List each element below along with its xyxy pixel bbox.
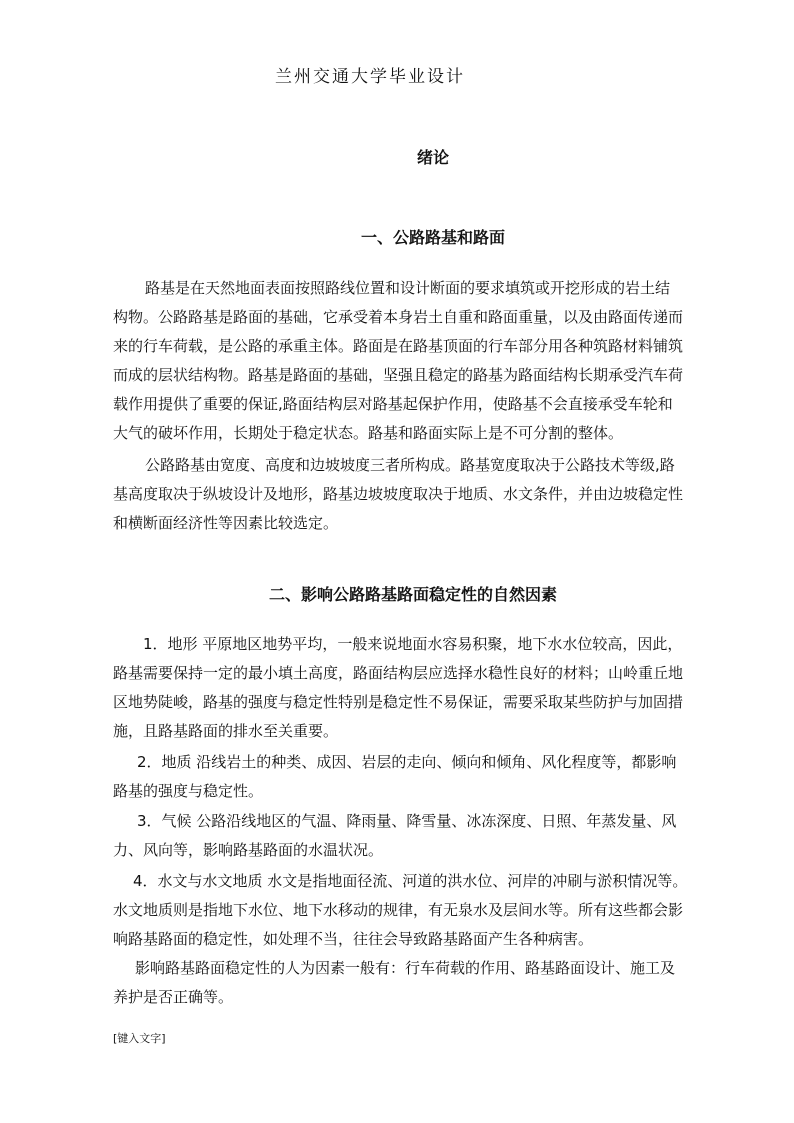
text-line: 而成的层状结构物。路基是路面的基础，坚强且稳定的路基为路面结构长期承受汽车荷 — [113, 366, 684, 384]
section-1-paragraph-2 — [113, 451, 743, 538]
factor-climate — [113, 807, 743, 865]
human-factors-paragraph — [113, 954, 743, 1012]
factor-hydrology — [113, 867, 743, 954]
text-line: 路基的强度与稳定性。 — [113, 782, 264, 800]
text-line: 路基需要保持一定的最小填土高度，路面结构层应选择水稳性良好的材料；山岭重丘地 — [113, 664, 684, 682]
text-line: 载作用提供了重要的保证,路面结构层对路基起保护作用，使路基不会直接承受车轮和 — [113, 395, 673, 413]
factor-geology — [113, 748, 743, 806]
text-line: 施，且路基路面的排水至关重要。 — [113, 722, 339, 740]
footer-placeholder: [键入文字] — [113, 1032, 166, 1045]
text-line: 和横断面经济性等因素比较选定。 — [113, 514, 339, 532]
text-line: 水文地质则是指地下水位、地下水移动的规律，有无泉水及层间水等。所有这些都会影 — [113, 901, 684, 919]
text-line: 响路基路面的稳定性，如处理不当，往往会导致路基路面产生各种病害。 — [113, 930, 594, 948]
text-line: 构物。公路路基是路面的基础，它承受着本身岩土自重和路面重量，以及由路面传递而 — [113, 308, 684, 326]
text-line: 区地势陡峻，路基的强度与稳定性特别是稳定性不易保证，需要采取某些防护与加固措 — [113, 693, 684, 711]
text-line: 路基是在天然地面表面按照路线位置和设计断面的要求填筑或开挖形成的岩土结 — [145, 279, 671, 297]
text-line: 公路路基由宽度、高度和边坡坡度三者所构成。路基宽度取决于公路技术等级,路 — [145, 456, 675, 474]
factor-terrain — [113, 630, 743, 746]
text-line: 影响路基路面稳定性的人为因素一般有：行车荷载的作用、路基路面设计、施工及 — [135, 959, 676, 977]
text-line: 3．气候 公路沿线地区的气温、降雨量、降雪量、冰冻深度、日照、年蒸发量、风 — [137, 812, 677, 830]
text-line: 养护是否正确等。 — [113, 988, 234, 1006]
text-line: 4．水文与水文地质 水文是指地面径流、河道的洪水位、河岸的冲刷与淤积情况等。 — [133, 872, 688, 890]
text-line: 力、风向等，影响路基路面的水温状况。 — [113, 841, 384, 859]
text-line: 1．地形 平原地区地势平均，一般来说地面水容易积聚，地下水水位较高，因此， — [143, 635, 683, 653]
section-1-paragraph-1 — [113, 274, 743, 448]
text-line: 基高度取决于纵坡设计及地形，路基边坡坡度取决于地质、水文条件，并由边坡稳定性 — [113, 485, 684, 503]
text-line: 2．地质 沿线岩土的种类、成因、岩层的走向、倾向和倾角、风化程度等，都影响 — [137, 753, 677, 771]
document-title: 绪论 — [416, 148, 449, 167]
text-line: 来的行车荷载，是公路的承重主体。路面是在路基顶面的行车部分用各种筑路材料铺筑 — [113, 337, 684, 355]
page-header: 兰州交通大学毕业设计 — [275, 67, 465, 87]
section-2-heading: 二、影响公路路基路面稳定性的自然因素 — [268, 585, 557, 604]
text-line: 大气的破坏作用，长期处于稳定状态。路基和路面实际上是不可分割的整体。 — [113, 424, 624, 442]
section-1-heading: 一、公路路基和路面 — [360, 228, 505, 247]
